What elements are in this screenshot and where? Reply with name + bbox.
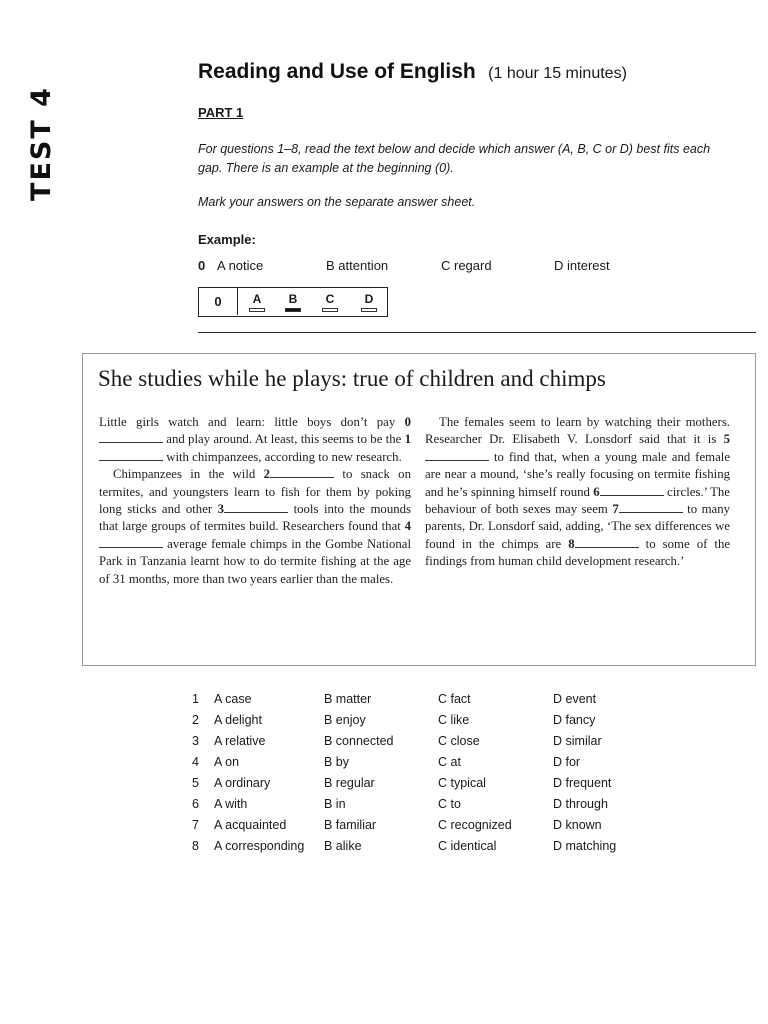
mark-instruction: Mark your answers on the separate answer sheet. (198, 195, 476, 209)
passage-paragraph (99, 466, 411, 588)
gap-8-number: 8 (568, 536, 575, 551)
example-label: Example: (198, 232, 256, 247)
gap-7-blank (619, 502, 683, 513)
example-option-b: B attention (326, 258, 389, 273)
question-number: 7 (192, 818, 199, 832)
option-c: C close (438, 734, 480, 748)
part-heading: PART 1 (198, 105, 244, 120)
test-number-label: TEST 4 (25, 86, 57, 201)
option-a: A acquainted (214, 818, 287, 832)
question-number: 1 (192, 692, 199, 706)
gap-8-blank (575, 537, 639, 548)
answer-option-c-label: C (325, 292, 335, 306)
option-b: B regular (324, 776, 375, 790)
passage-text: Little girls watch and learn: little boys don’t pay (99, 415, 396, 429)
passage-paragraph (425, 414, 730, 571)
gap-5-blank (425, 450, 489, 461)
passage-text: Chimpanzees in the wild (113, 467, 256, 482)
gap-1-blank (99, 450, 163, 461)
passage-paragraph (99, 414, 411, 466)
section-divider (198, 332, 756, 333)
question-number: 3 (192, 734, 199, 748)
example-number: 0 (198, 258, 206, 273)
example-answer-box (198, 287, 388, 317)
option-d: D known (553, 818, 602, 832)
option-a: A case (214, 692, 252, 706)
passage-text: to some of the findings from human child development research.’ (425, 536, 731, 569)
option-b: B by (324, 755, 350, 769)
answer-option-b (283, 292, 303, 312)
option-c: C typical (438, 776, 486, 790)
option-c: C like (438, 713, 470, 727)
passage-text: tools into the mounds that large groups of termites build. Researchers found that (99, 502, 411, 534)
answer-option-a (247, 292, 267, 312)
option-a: A delight (214, 713, 262, 727)
option-c: C recognized (438, 818, 512, 832)
option-a: A ordinary (214, 776, 271, 790)
gap-0-blank (99, 432, 163, 443)
answer-mark-b-selected (285, 308, 301, 312)
option-b: B connected (324, 734, 394, 748)
passage-title: She studies while he plays: true of children and chimps (98, 366, 606, 391)
gap-3-number: 3 (217, 502, 225, 517)
option-c: C to (438, 797, 461, 811)
option-d: D for (553, 755, 581, 769)
answer-option-a-label: A (252, 292, 262, 306)
passage-text: circles.’ The behaviour of both sexes may seem (425, 484, 730, 517)
gap-6-number: 6 (593, 484, 600, 499)
question-number: 4 (192, 755, 199, 769)
duration-label: (1 hour 15 minutes) (488, 65, 627, 82)
option-d: D frequent (553, 776, 612, 790)
option-d: D matching (553, 839, 617, 853)
answer-mark-c (322, 308, 338, 312)
answer-mark-a (249, 308, 265, 312)
option-a: A with (214, 797, 248, 811)
option-a: A relative (214, 734, 266, 748)
passage-right-column (425, 414, 730, 571)
option-b: B alike (324, 839, 362, 853)
option-a: A corresponding (214, 839, 305, 853)
answer-option-c (320, 292, 340, 312)
option-b: B familiar (324, 818, 377, 832)
passage-text: and play around. At least, this seems to be the (166, 432, 402, 447)
passage-text: The females seem to learn by watching their mothers. Researcher Dr. Elisabeth V. Lonsdorf said that it is (425, 415, 730, 447)
option-c: C at (438, 755, 461, 769)
gap-2-number: 2 (263, 467, 271, 482)
gap-7-number: 7 (612, 502, 619, 517)
option-d: D through (553, 797, 608, 811)
passage-left-column (99, 414, 411, 588)
option-b: B enjoy (324, 713, 366, 727)
question-number: 5 (192, 776, 199, 790)
option-d: D fancy (553, 713, 596, 727)
option-c: C identical (438, 839, 497, 853)
test-side-tab (6, 86, 68, 202)
option-d: D similar (553, 734, 602, 748)
gap-2-blank (270, 467, 334, 478)
page-title: Reading and Use of English (198, 60, 476, 83)
question-number: 2 (192, 713, 199, 727)
option-a: A on (214, 755, 240, 769)
option-b: B matter (324, 692, 372, 706)
gap-5-number: 5 (723, 432, 730, 447)
gap-6-blank (600, 485, 664, 496)
answer-option-b-label: B (288, 292, 298, 306)
question-number: 8 (192, 839, 199, 853)
gap-0-number: 0 (404, 415, 411, 429)
gap-4-number: 4 (404, 519, 411, 534)
question-number: 6 (192, 797, 199, 811)
answer-option-d (359, 292, 379, 312)
example-option-a: A notice (217, 258, 264, 273)
answer-mark-d (361, 308, 377, 312)
gap-1-number: 1 (404, 432, 411, 447)
answer-box-number: 0 (199, 288, 238, 315)
gap-4-blank (99, 537, 163, 548)
option-d: D event (553, 692, 597, 706)
instructions: For questions 1–8, read the text below and decide which answer (A, B, C or D) best fits each gap. There is an example at the beginning (0). (198, 142, 711, 175)
gap-3-blank (224, 502, 288, 513)
example-option-c: C regard (441, 258, 492, 273)
passage-text: average female chimps in the Gombe National Park in Tanzania learnt how to do termite fishing at the age of 31 months, more than two years earlier than the males. (99, 536, 412, 586)
page-header (198, 60, 738, 84)
passage-text: to many parents, Dr. Lonsdorf said, adding, ‘The sex differences we found in the chimps are (425, 502, 731, 551)
passage-text: to find that, when a young male and female are near a mound, ‘she’s really focusing on termite fishing and he’s spinning himself round (425, 449, 730, 499)
example-option-d: D interest (554, 258, 610, 273)
option-b: B in (324, 797, 346, 811)
option-c: C fact (438, 692, 471, 706)
answer-option-d-label: D (364, 292, 374, 306)
passage-text: with chimpanzees, according to new research. (166, 449, 402, 464)
passage-text: to snack on termites, and youngsters learn to fish for them by poking long sticks and other (99, 467, 411, 517)
